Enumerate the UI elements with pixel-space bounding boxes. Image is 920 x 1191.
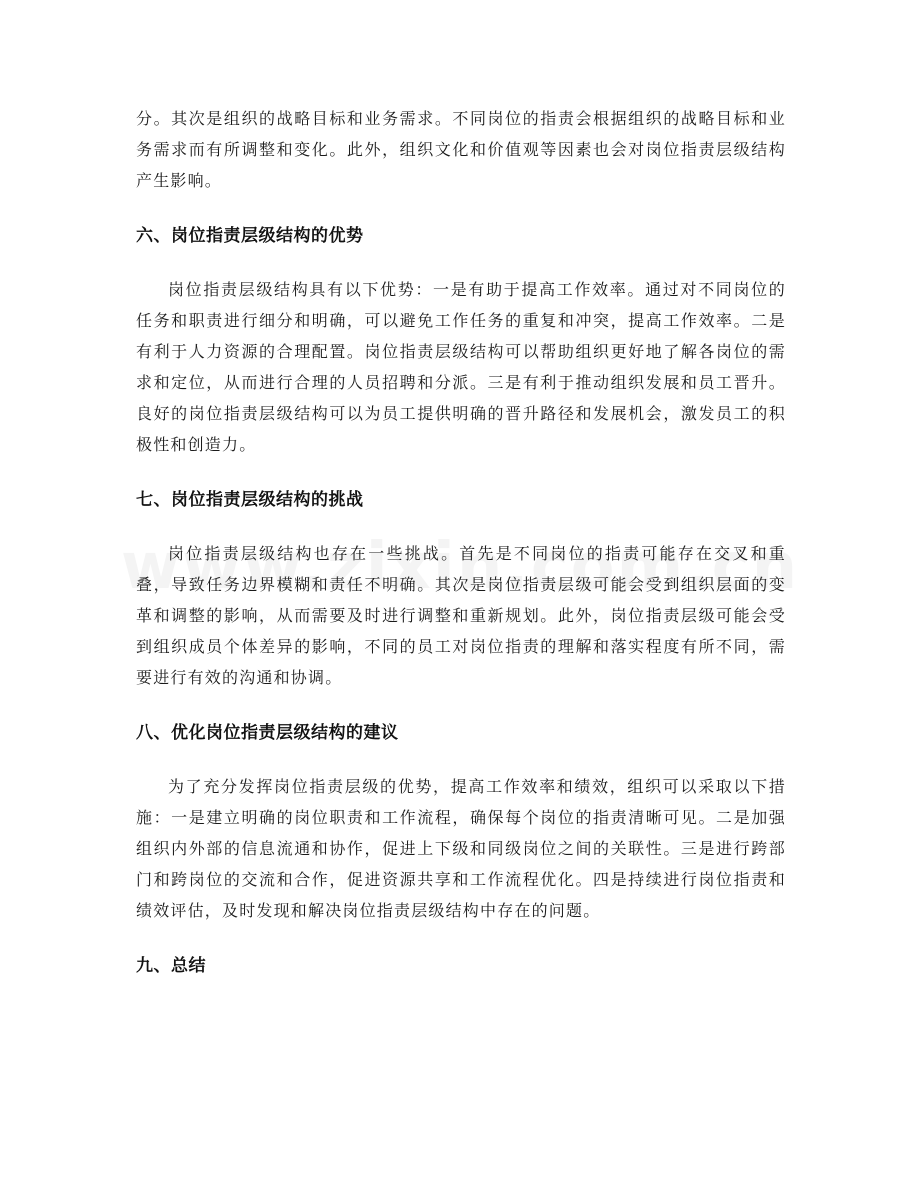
paragraph-intro-continuation: 分。其次是组织的战略目标和业务需求。不同岗位的指责会根据组织的战略目标和业务需求而有所调整和变化。此外，组织文化和价值观等因素也会对岗位指责层级结构产生影响。 (136, 109, 786, 190)
section-heading-advantages: 六、岗位指责层级结构的优势 (136, 226, 364, 246)
section-heading-summary: 九、总结 (136, 956, 206, 976)
paragraph-advantages: 岗位指责层级结构具有以下优势：一是有助于提高工作效率。通过对不同岗位的任务和职责进行细分和明确，可以避免工作任务的重复和冲突，提高工作效率。二是有利于人力资源的合理配置。岗位指责层级结构可以帮助组织更好地了解各岗位的需求和定位，从而进行合理的人员招聘和分派。三是有利于推动组织发展和员工晋升。良好的岗位指责层级结构可以为员工提供明确的晋升路径和发展机会，激发员工的积极性和创造力。 (136, 280, 786, 454)
paragraph-challenges: 岗位指责层级结构也存在一些挑战。首先是不同岗位的指责可能存在交叉和重叠，导致任务边界模糊和责任不明确。其次是岗位指责层级可能会受到组织层面的变革和调整的影响，从而需要及时进行调整和重新规划。此外，岗位指责层级可能会受到组织成员个体差异的影响，不同的员工对岗位指责的理解和落实程度有所不同，需要进行有效的沟通和协调。 (136, 544, 786, 687)
spacer (136, 926, 786, 953)
spacer (136, 513, 786, 538)
section-heading-challenges: 七、岗位指责层级结构的挑战 (136, 490, 364, 510)
document-body (136, 103, 786, 979)
section-heading-suggestions: 八、优化岗位指责层级结构的建议 (136, 723, 399, 743)
spacer (136, 249, 786, 274)
spacer (136, 746, 786, 771)
paragraph-suggestions: 为了充分发挥岗位指责层级的优势，提高工作效率和绩效，组织可以采取以下措施：一是建立明确的岗位职责和工作流程，确保每个岗位的指责清晰可见。二是加强组织内外部的信息流通和协作，促进上下级和同级岗位之间的关联性。三是进行跨部门和跨岗位的交流和合作，促进资源共享和工作流程优化。四是持续进行岗位指责和绩效评估，及时发现和解决岗位指责层级结构中存在的问题。 (136, 777, 786, 920)
spacer (136, 196, 786, 223)
spacer (136, 693, 786, 720)
spacer (136, 460, 786, 487)
